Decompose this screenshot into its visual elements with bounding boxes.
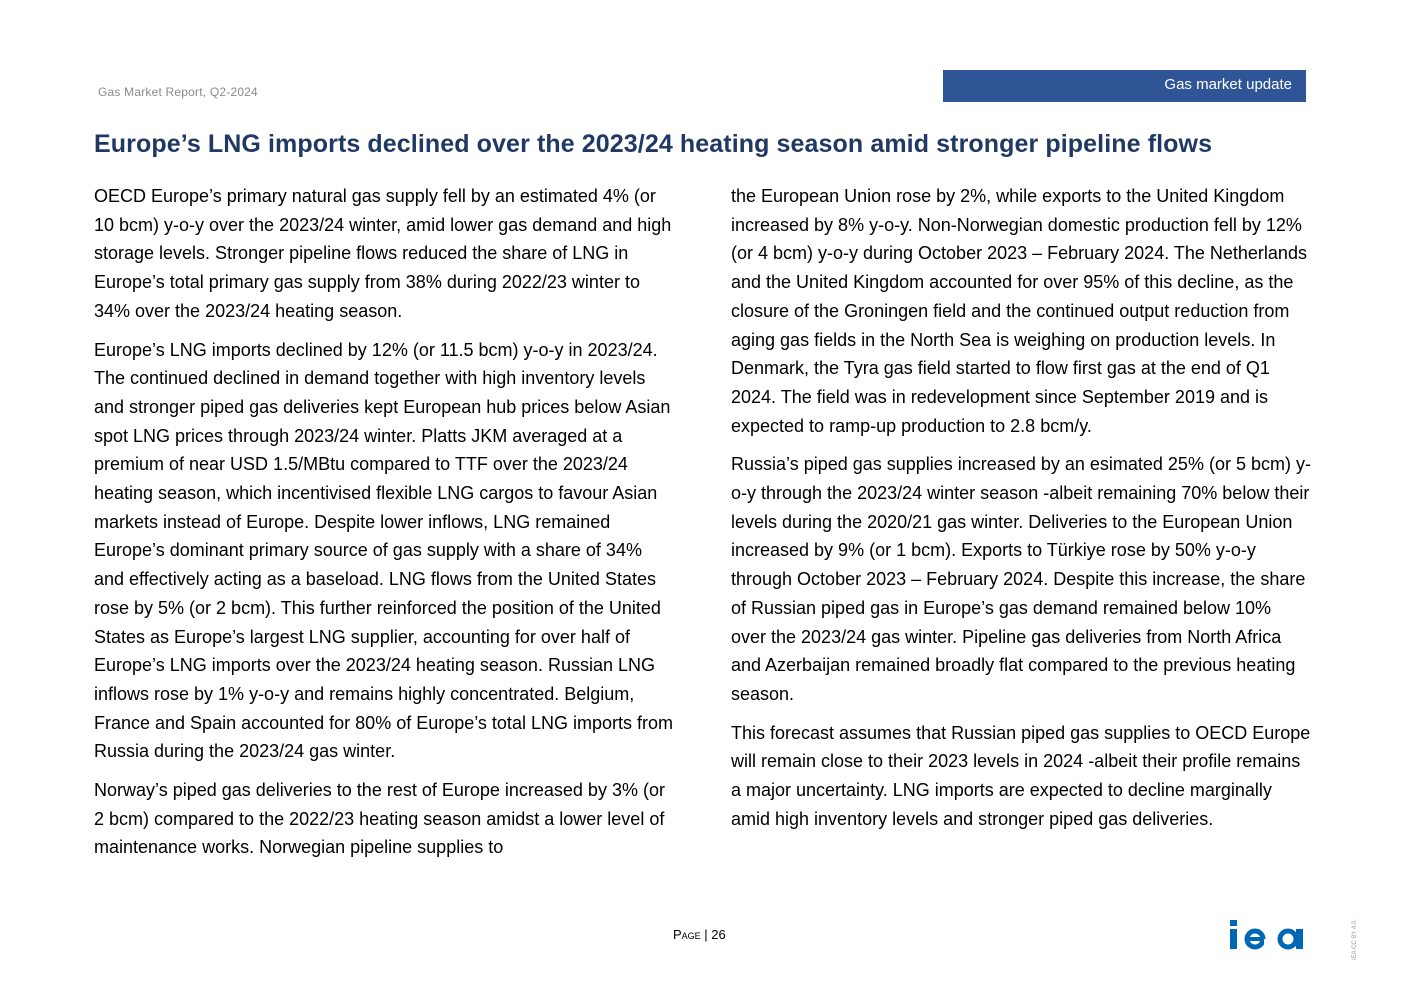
page-label: Page [673,927,701,942]
body-paragraph: OECD Europe’s primary natural gas supply fell by an estimated 4% (or 10 bcm) y-o-y over the 2023/24 winter, amid lower gas demand and high storage levels. Stronger pipeline flows reduced the share of LNG in Europe’s total primary gas supply from 38% during 2022/23 winter to 34% over the 2023/24 heating season. [94,186,672,321]
section-label: Gas market update [943,70,1306,102]
body-paragraph: Russia’s piped gas supplies increased by an esimated 25% (or 5 bcm) y-o-y through the 2023/24 winter season -albeit remaining 70% below their levels during the 2020/21 gas winter. Deliveries to the European Union increased by 9% (or 1 bcm). Exports to Türkiye rose by 50% y-o-y through October 2023 – February 2024. Despite this increase, the share of Russian piped gas in Europe’s gas demand remained below 10% over the 2023/24 gas winter. Pipeline gas deliveries from North Africa and Azerbaijan remained broadly flat compared to the previous heating season. [731,454,1311,704]
body-paragraph: This forecast assumes that Russian piped gas supplies to OECD Europe will remain close to their 2023 levels in 2024 -albeit their profile remains a major uncertainty. LNG imports are expected to decline marginally amid high inventory levels and stronger piped gas deliveries. [731,722,1311,829]
report-label: Gas Market Report, Q2-2024 [98,85,258,99]
page-number-value: 26 [711,927,726,942]
body-column-left [94,182,676,872]
body-paragraph: Europe’s LNG imports declined by 12% (or 11.5 bcm) y-o-y in 2023/24. The continued declined in demand together with high inventory levels and stronger piped gas deliveries kept European hub prices below Asian spot LNG prices through 2023/24 winter. Platts JKM averaged at a premium of near USD 1.5/MBtu compared to TTF over the 2023/24 heating season, which incentivised flexible LNG cargos to favour Asian markets instead of Europe. Despite lower inflows, LNG remained Europe’s dominant primary source of gas supply with a share of 34% and effectively acting as a baseload. LNG flows from the United States rose by 5% (or 2 bcm). This further reinforced the position of the United States as Europe’s largest LNG supplier, accounting for over half of Europe’s LNG imports over the 2023/24 heating season. Russian LNG inflows rose by 1% y-o-y and remains highly concentrated. Belgium, France and Spain accounted for 80% of Europe’s total LNG imports from Russia during the 2023/24 gas winter. [94,339,673,762]
page-separator: | [700,927,712,942]
license-note: IEA CC BY 4.0. [1352,919,1358,960]
body-paragraph: Norway’s piped gas deliveries to the rest of Europe increased by 3% (or 2 bcm) compared to the 2022/23 heating season amidst a lower level of maintenance works. Norwegian pipeline supplies to [94,780,665,858]
page-number [673,927,726,942]
page-title: Europe’s LNG imports declined over the 2023/24 heating season amid stronger pipeline flows [94,130,1213,158]
body-paragraph: the European Union rose by 2%, while exports to the United Kingdom increased by 8% y-o-y. Non-Norwegian domestic production fell by 12% (or 4 bcm) y-o-y during October 2023 – February 2024. The Netherlands and the United Kingdom accounted for over 95% of this decline, as the closure of the Groningen field and the continued output reduction from aging gas fields in the North Sea is weighing on production levels. In Denmark, the Tyra gas field started to flow first gas at the end of Q1 2024. The field was in redevelopment since September 2019 and is expected to ramp-up production to 2.8 bcm/y. [731,186,1307,436]
iea-logo-icon [1229,917,1309,951]
body-column-right [731,182,1311,843]
